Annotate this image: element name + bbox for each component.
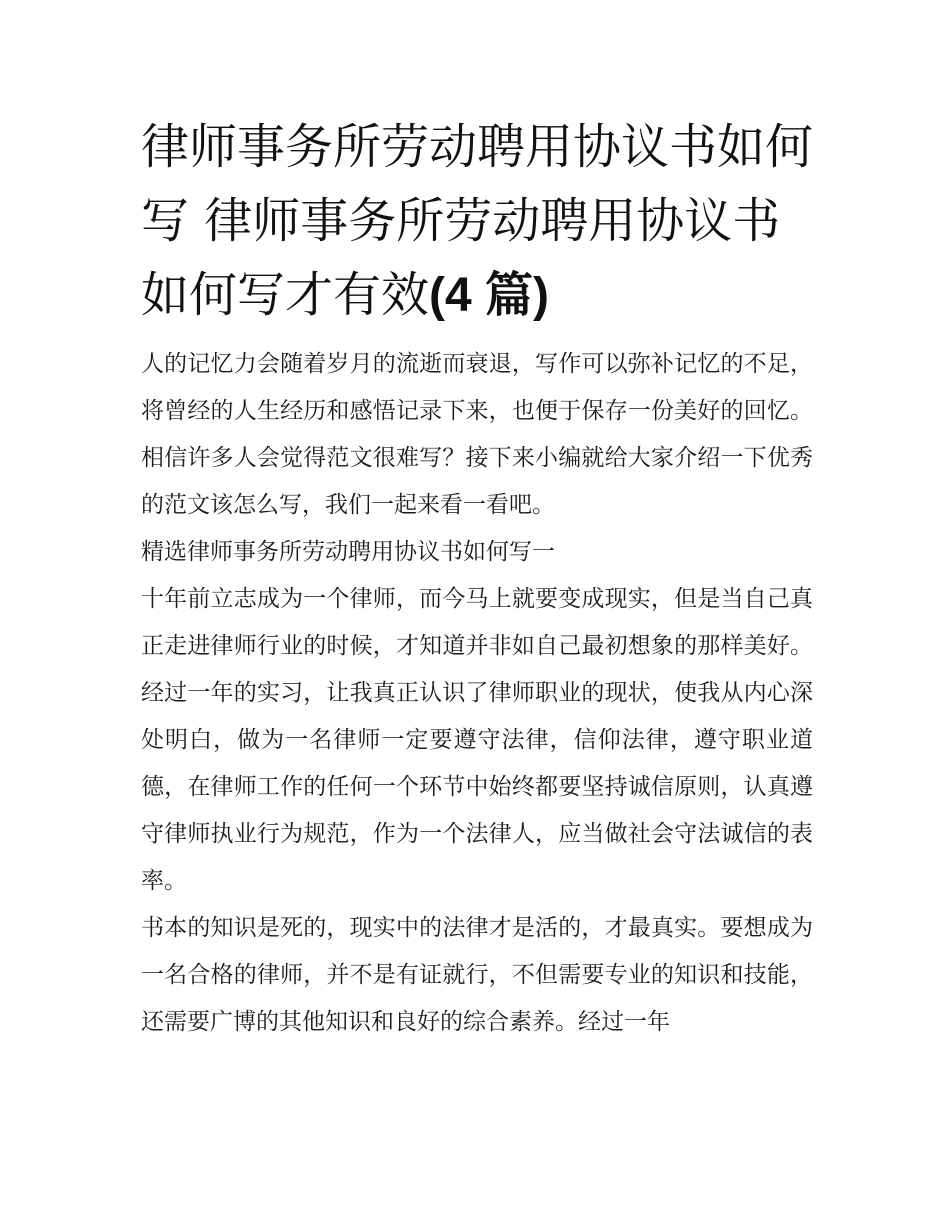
body-paragraph: 十年前立志成为一个律师，而今马上就要变成现实，但是当自己真正走进律师行业的时候，才知道并非如自己最初想象的那样美好。经过一年的实习，让我真正认识了律师职业的现状，使我从内心深处明白，做为一名律师一定要遵守法律，信仰法律，遵守职业道德，在律师工作的任何一个环节中始终都要坚持诚信原则，认真遵守律师执业行为规范，作为一个法律人，应当做社会守法诚信的表率。 [141, 586, 813, 894]
title-count: (4 篇) [429, 269, 550, 322]
title-text: 律师事务所劳动聘用协议书如何写 律师事务所劳动聘用协议书如何写才有效 [141, 119, 814, 323]
document-content [141, 110, 813, 1046]
section-heading: 精选律师事务所劳动聘用协议书如何写一 [141, 539, 555, 565]
intro-paragraph: 人的记忆力会随着岁月的流逝而衰退，写作可以弥补记忆的不足，将曾经的人生经历和感悟记录下来，也便于保存一份美好的回忆。相信许多人会觉得范文很难写？接下来小编就给大家介绍一下优秀的范文该怎么写，我们一起来看一看吧。 [141, 351, 813, 518]
body-paragraph: 书本的知识是死的，现实中的法律才是活的，才最真实。要想成为一名合格的律师，并不是有证就行，不但需要专业的知识和技能，还需要广博的其他知识和良好的综合素养。经过一年 [141, 915, 813, 1035]
document-title [141, 110, 813, 333]
